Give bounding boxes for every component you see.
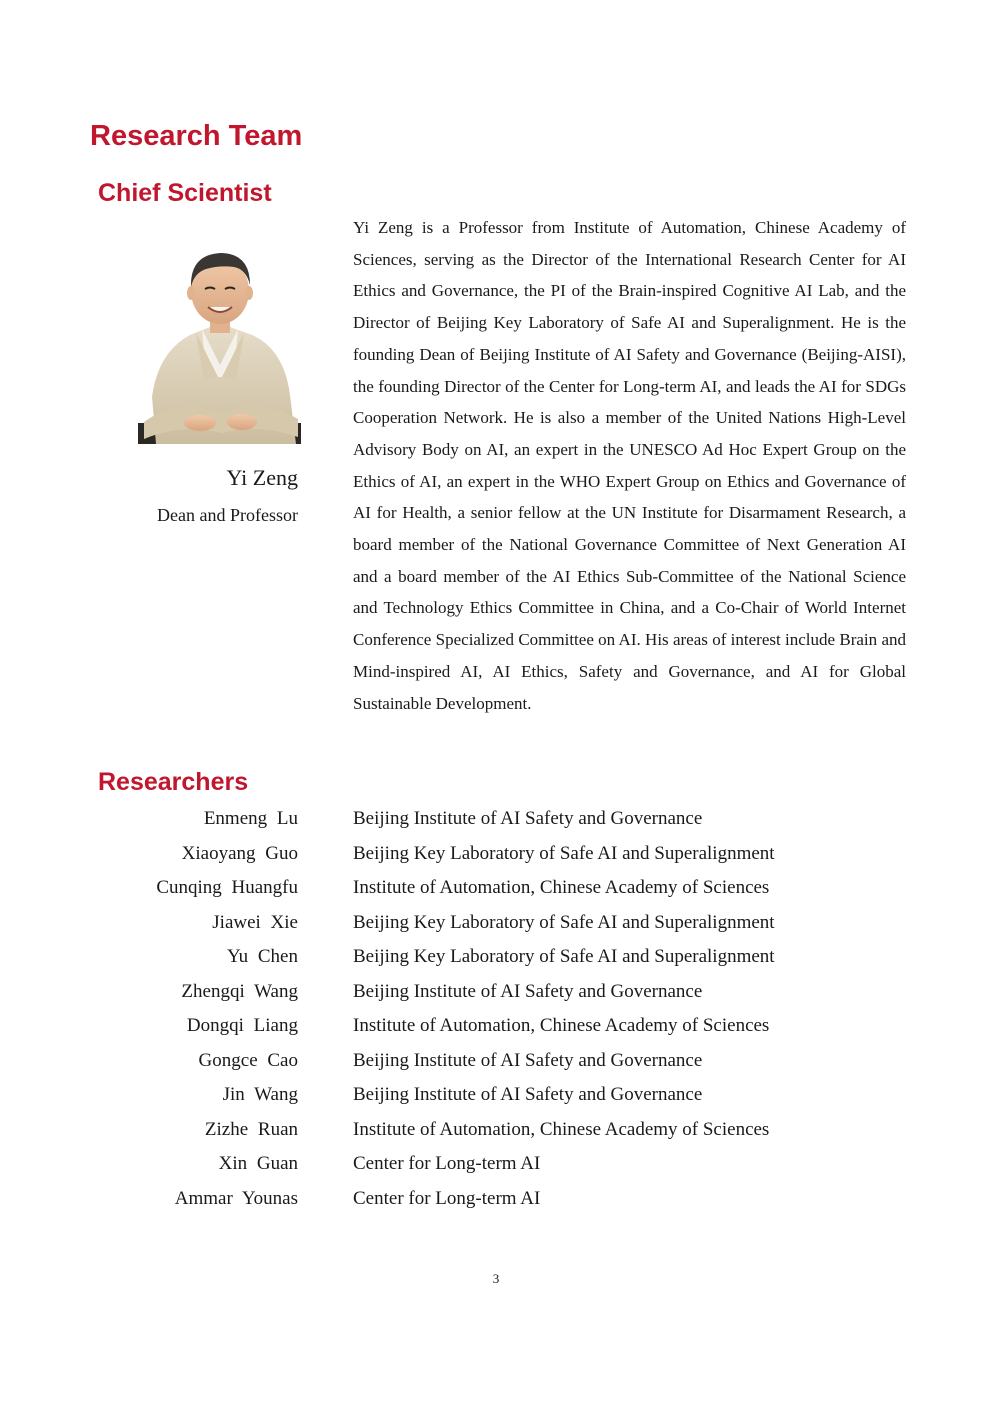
researcher-name: Jiawei Xie <box>212 911 298 933</box>
chief-scientist-photo <box>138 247 301 444</box>
researcher-row <box>0 940 992 975</box>
researcher-institution: Beijing Key Laboratory of Safe AI and Superalignment <box>353 946 775 967</box>
portrait-image <box>138 247 301 444</box>
researcher-list <box>0 802 992 1216</box>
researcher-name: Zhengqi Wang <box>181 980 298 1002</box>
researcher-institution: Beijing Key Laboratory of Safe AI and Superalignment <box>353 911 775 933</box>
researcher-row <box>0 975 992 1010</box>
researcher-institution: Beijing Institute of AI Safety and Governance <box>353 808 703 829</box>
researcher-name: Xiaoyang Guo <box>181 842 298 864</box>
researcher-row <box>0 837 992 872</box>
chief-scientist-bio: Yi Zeng is a Professor from Institute of Automation, Chinese Academy of Sciences, serving as the Director of the International Research Center for AI Ethics and Governance, the PI of the Brain-inspired Cognitive AI Lab, and the Director of Beijing Key Laboratory of Safe AI and Superalignment. He is the founding Dean of Beijing Institute of AI Safety and Governance (Beijing-AISI), the founding Director of the Center for Long-term AI, and leads the AI for SDGs Cooperation Network. He is also a member of the United Nations High-Level Advisory Body on AI, an expert in the UNESCO Ad Hoc Expert Group on the Ethics of AI, an expert in the WHO Expert Group on Ethics and Governance of AI for Health, a senior fellow at the UN Institute for Disarmament Research, a board member of the National Governance Committee of Next Generation AI and a board member of the AI Ethics Sub-Committee of the National Science and Technology Ethics Committee in China, and a Co-Chair of World Internet Conference Specialized Committee on AI. His areas of interest include Brain and Mind-inspired AI, AI Ethics, Safety and Governance, and AI for Global Sustainable Development. <box>353 218 906 713</box>
researcher-name: Yu Chen <box>227 946 298 967</box>
researcher-institution: Center for Long-term AI <box>353 1187 541 1209</box>
researcher-name: Zizhe Ruan <box>204 1118 298 1140</box>
page-number: 3 <box>492 1271 500 1286</box>
researcher-row <box>0 1113 992 1148</box>
researcher-institution: Institute of Automation, Chinese Academy of Sciences <box>353 1015 770 1036</box>
researcher-name: Enmeng Lu <box>203 808 298 829</box>
researcher-row <box>0 1044 992 1079</box>
researcher-name: Cunqing Huangfu <box>156 877 298 898</box>
researcher-row <box>0 802 992 837</box>
chief-scientist-heading: Chief Scientist <box>98 179 272 207</box>
chief-scientist-name: Yi Zeng <box>226 465 298 490</box>
researcher-institution: Beijing Institute of AI Safety and Governance <box>353 980 703 1002</box>
researcher-name: Gongce Cao <box>198 1049 298 1071</box>
researcher-name: Jin Wang <box>222 1084 298 1105</box>
researcher-institution: Institute of Automation, Chinese Academy of Sciences <box>353 1118 770 1140</box>
researcher-name: Ammar Younas <box>174 1187 298 1209</box>
researchers-heading: Researchers <box>98 768 249 796</box>
researcher-row <box>0 1078 992 1113</box>
researcher-institution: Institute of Automation, Chinese Academy of Sciences <box>353 877 770 898</box>
page-title: Research Team <box>90 120 303 152</box>
chief-scientist-title: Dean and Professor <box>157 505 298 525</box>
researcher-row <box>0 1182 992 1217</box>
researcher-row <box>0 906 992 941</box>
researcher-row <box>0 1009 992 1044</box>
researcher-institution: Beijing Institute of AI Safety and Governance <box>353 1084 703 1105</box>
researcher-name: Dongqi Liang <box>186 1015 298 1036</box>
researcher-name: Xin Guan <box>218 1153 298 1174</box>
researcher-institution: Beijing Key Laboratory of Safe AI and Superalignment <box>353 842 775 864</box>
researcher-row <box>0 871 992 906</box>
researcher-row <box>0 1147 992 1182</box>
researcher-institution: Beijing Institute of AI Safety and Governance <box>353 1049 703 1071</box>
researcher-institution: Center for Long-term AI <box>353 1153 541 1174</box>
